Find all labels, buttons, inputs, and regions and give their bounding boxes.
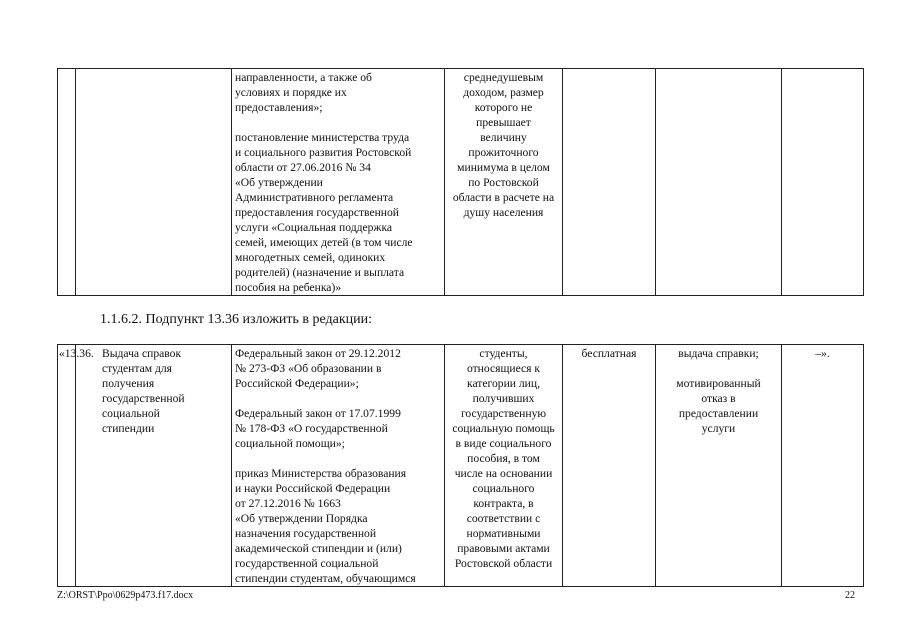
text-line: студентам для [102,362,172,375]
text-line: относящиеся к [466,362,541,375]
text-line: контракта, в [473,497,534,510]
text-line: Федеральный закон от 29.12.2012 [235,347,401,360]
text-line: направленности, а также об [235,71,372,84]
cell-legal-basis [232,69,445,296]
cell-last: –». [782,345,864,587]
table-bottom [57,344,864,587]
text-line: Административного регламента [235,191,394,204]
text-line: области в расчете на [452,191,555,204]
text-line: категории лиц, [467,377,540,390]
text-line: соответствии с [466,512,541,525]
text-line: семей, имеющих детей (в том числе [235,236,413,249]
text-line: которого не [474,101,533,114]
text-line: академической стипендии и (или) [235,542,402,555]
text-line: «Об утверждении Порядка [235,512,368,525]
text-line: студенты, [479,347,528,360]
cell-result [656,69,782,296]
text-line: Ростовской области [454,557,553,570]
section-heading: 1.1.6.2. Подпункт 13.36 изложить в редакции: [100,312,373,327]
cell-cost: бесплатная [563,345,656,587]
text-line: предоставлении [678,407,759,420]
cell-result [656,345,782,587]
text-line: государственной [102,392,185,405]
text-line: душу населения [463,206,544,219]
text-line [235,451,441,466]
text-line: № 178-ФЗ «О государственной [235,422,388,435]
cell-last [782,69,864,296]
text-line: величину [480,131,527,144]
cell-recipients [445,69,563,296]
text-line: «Об утверждении [235,176,323,189]
text-line: условиях и порядке их [235,86,347,99]
text-line: выдача справки; [678,347,759,360]
text-line: Выдача справок [102,347,182,360]
cell-cost [563,69,656,296]
text-line: стипендии [102,422,155,435]
text-line: приказ Министерства образования [235,467,407,480]
text-line: Российской Федерации»; [235,377,359,390]
text-line: социальной [102,407,160,420]
text-line: превышает [476,116,531,129]
page-number: 22 [845,590,855,601]
text-line: социальной помощи»; [235,437,345,450]
text-line: государственную [460,407,547,420]
text-line: предоставления»; [235,101,323,114]
cell-legal-basis [232,345,445,587]
text-line: среднедушевым [463,71,544,84]
cell-service-name [76,345,232,587]
text-line: пособия на ребенка)» [235,281,342,294]
text-line: получения [102,377,155,390]
text-line: мотивированный [676,377,761,390]
table-row [58,345,864,587]
text-line: прожиточного [468,146,539,159]
text-line: социального [472,482,535,495]
text-line: предоставления государственной [235,206,399,219]
table-row [58,69,864,296]
cell-recipients [445,345,563,587]
cell-number [58,69,76,296]
text-line: социальную помощь [452,422,555,435]
text-line: услуги [701,422,736,435]
text-line: родителей) (назначение и выплата [235,266,405,279]
cell-service-name [76,69,232,296]
footer-file-path: Z:\ORST\Ppo\0629p473.f17.docx [57,590,194,601]
text-line: числе на основании [454,467,553,480]
text-line: доходом, размер [463,86,544,99]
text-line: и науки Российской Федерации [235,482,391,495]
text-line: назначения государственной [235,527,377,540]
text-line [235,115,441,130]
text-line: № 273-ФЗ «Об образовании в [235,362,382,375]
text-line: государственной социальной [235,557,379,570]
text-line: получивших [472,392,535,405]
text-line: области от 27.06.2016 № 34 [235,161,371,174]
text-line: минимума в целом [457,161,550,174]
text-line: стипендии студентам, обучающимся [235,572,416,585]
text-line [659,361,778,376]
text-line: пособия, в том [467,452,540,465]
text-line: от 27.12.2016 № 1663 [235,497,341,510]
text-line: услуги «Социальная поддержка [235,221,393,234]
text-line: Федеральный закон от 17.07.1999 [235,407,401,420]
text-line: по Ростовской [468,176,539,189]
text-line: нормативными [466,527,541,540]
cell-number: «13.36. [58,345,76,587]
text-line: в виде социального [455,437,552,450]
text-line: постановление министерства труда [235,131,410,144]
table-top [57,68,864,296]
text-line: и социального развития Ростовской [235,146,412,159]
text-line: отказ в [701,392,736,405]
text-line [235,391,441,406]
text-line: правовыми актами [457,542,550,555]
text-line: многодетных семей, одиноких [235,251,386,264]
